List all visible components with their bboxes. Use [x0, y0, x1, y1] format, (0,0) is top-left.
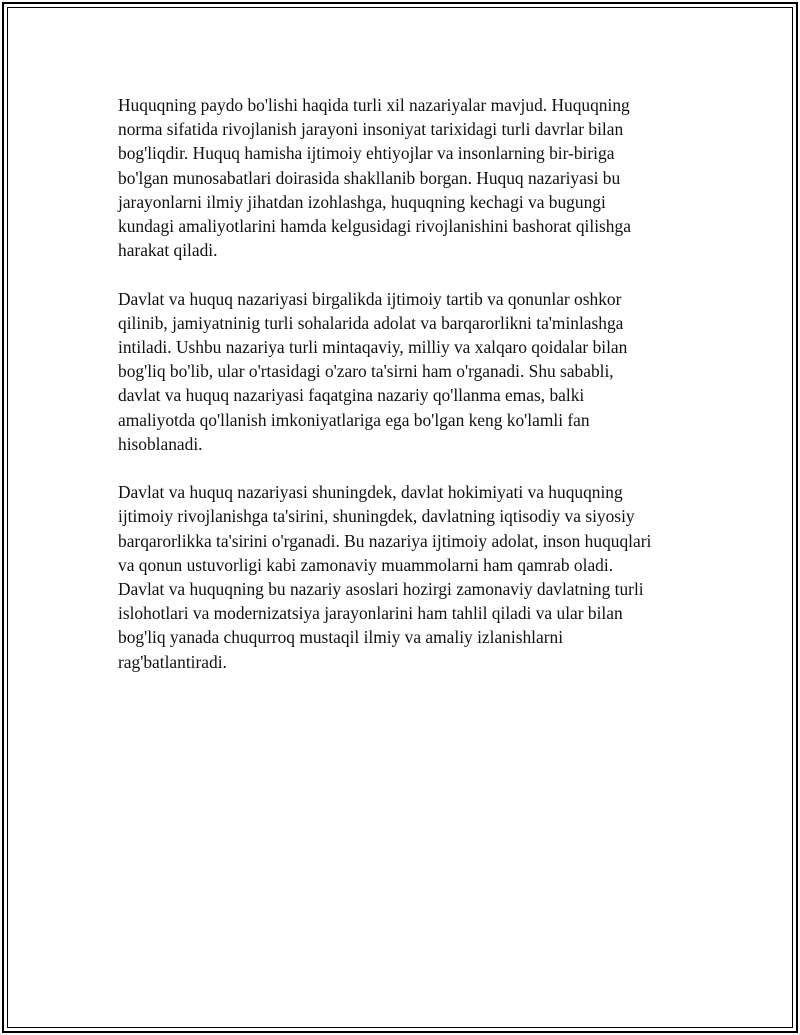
text-line: Davlat va huquqning bu nazariy asoslari hozirgi zamonaviy davlatning turli: [118, 579, 644, 600]
text-line: Davlat va huquq nazariyasi birgalikda ijtimoiy tartib va qonunlar oshkor: [118, 288, 622, 309]
text-line: Davlat va huquq nazariyasi shuningdek, davlat hokimiyati va huquqning: [118, 482, 623, 503]
text-line: harakat qiladi.: [118, 240, 218, 261]
text-line: islohotlari va modernizatsiya jarayonlarini ham tahlil qiladi va ular bilan: [118, 603, 623, 624]
text-line: barqarorlikka ta'sirini o'rganadi. Bu nazariya ijtimoiy adolat, inson huquqlari: [118, 530, 652, 551]
text-line: ijtimoiy rivojlanishga ta'sirini, shuningdek, davlatning iqtisodiy va siyosiy: [118, 506, 635, 527]
text-line: rag'batlantiradi.: [118, 651, 227, 672]
document-body: [118, 93, 693, 698]
text-line: norma sifatida rivojlanish jarayoni insoniyat tarixidagi turli davrlar bilan: [118, 119, 624, 140]
paragraph-3: [118, 480, 693, 674]
text-line: bog'liq yanada chuqurroq mustaqil ilmiy va amaliy izlanishlarni: [118, 627, 564, 648]
text-line: bog'liqdir. Huquq hamisha ijtimoiy ehtiyojlar va insonlarning bir-biriga: [118, 143, 615, 164]
text-line: qilinib, jamiyatninig turli sohalarida adolat va barqarorlikni ta'minlashga: [118, 312, 624, 333]
text-line: Huquqning paydo bo'lishi haqida turli xil nazariyalar mavjud. Huquqning: [118, 95, 630, 115]
text-line: kundagi amaliyotlarini hamda kelgusidagi rivojlanishini bashorat qilishga: [118, 216, 631, 237]
text-line: bog'liq bo'lib, ular o'rtasidagi o'zaro ta'sirni ham o'rganadi. Shu sababli,: [118, 361, 614, 382]
paragraph-1: [118, 93, 693, 262]
paragraph-2: [118, 287, 693, 456]
text-line: bo'lgan munosabatlari doirasida shakllanib borgan. Huquq nazariyasi bu: [118, 167, 621, 188]
text-line: davlat va huquq nazariyasi faqatgina nazariy qo'llanma emas, balki: [118, 385, 585, 406]
text-line: amaliyotda qo'llanish imkoniyatlariga ega bo'lgan keng ko'lamli fan: [118, 409, 590, 430]
text-line: va qonun ustuvorligi kabi zamonaviy muammolarni ham qamrab oladi.: [118, 554, 614, 575]
text-line: hisoblanadi.: [118, 433, 203, 454]
text-line: intiladi. Ushbu nazariya turli mintaqaviy, milliy va xalqaro qoidalar bilan: [118, 337, 628, 358]
text-line: jarayonlarni ilmiy jihatdan izohlashga, huquqning kechagi va bugungi: [118, 191, 606, 212]
